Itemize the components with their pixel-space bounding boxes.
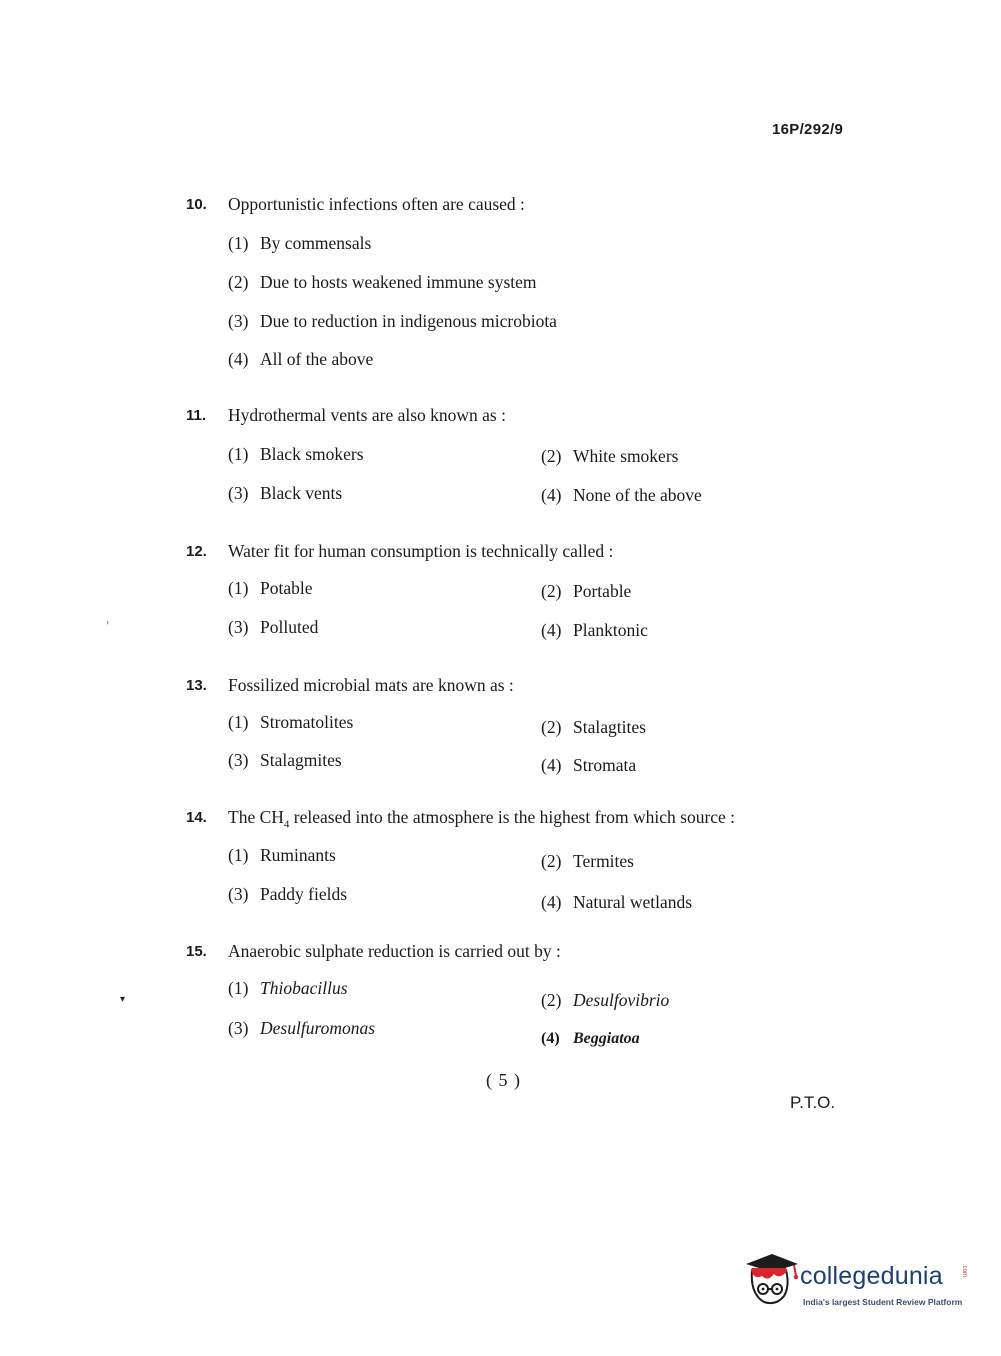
question-number: 12. (186, 543, 207, 560)
option-3 (228, 310, 557, 332)
option-number: (1) (228, 444, 249, 464)
scan-mark: › (106, 617, 110, 628)
option-number: (4) (228, 349, 249, 369)
paper-code: 16P/292/9 (772, 121, 844, 138)
option-number: (1) (228, 845, 249, 865)
option-4 (541, 1028, 640, 1050)
collegedunia-logo (742, 1250, 972, 1315)
option-3 (228, 1017, 375, 1039)
option-3 (228, 482, 342, 504)
option-number: (3) (228, 750, 249, 770)
option-number: (4) (541, 485, 562, 505)
option-number: (2) (541, 851, 562, 871)
option-number: (1) (228, 233, 249, 253)
option-2 (541, 716, 646, 738)
option-text: White smokers (573, 446, 679, 466)
option-text: Polluted (260, 617, 319, 637)
pto-label: P.T.O. (790, 1093, 836, 1112)
option-number: (2) (228, 272, 249, 292)
question-number: 14. (186, 809, 207, 826)
option-text: Portable (573, 581, 632, 601)
option-4 (228, 348, 373, 370)
question-text: Hydrothermal vents are also known as : (228, 405, 506, 425)
option-1 (228, 977, 348, 999)
option-text: Stromatolites (260, 712, 354, 732)
question-number: 11. (186, 407, 207, 424)
option-text: Planktonic (573, 620, 648, 640)
option-text: Black vents (260, 483, 343, 503)
option-1 (228, 232, 371, 254)
option-2 (541, 445, 678, 467)
option-number: (3) (228, 311, 249, 331)
question-12 (186, 540, 826, 640)
option-text: Termites (573, 851, 634, 871)
option-number: (1) (228, 712, 249, 732)
option-text: Desulfovibrio (573, 990, 670, 1010)
option-3 (228, 616, 318, 638)
option-1 (228, 711, 353, 733)
option-number: (1) (228, 978, 249, 998)
mascot-icon (742, 1250, 800, 1310)
option-text: Black smokers (260, 444, 364, 464)
option-4 (541, 484, 702, 506)
option-number: (4) (541, 1030, 560, 1047)
option-number: (4) (541, 620, 562, 640)
question-11 (186, 404, 826, 505)
question-text-start: The CH (228, 807, 284, 827)
option-4 (541, 891, 692, 913)
option-1 (228, 844, 336, 866)
question-text: Anaerobic sulphate reduction is carried out by : (228, 941, 561, 961)
option-text: Beggiatoa (573, 1030, 640, 1047)
question-text (228, 806, 735, 836)
option-4 (541, 754, 636, 776)
option-1 (228, 443, 364, 465)
option-text: Stromata (573, 755, 637, 775)
option-number: (2) (541, 990, 562, 1010)
subscript: 4 (283, 818, 290, 831)
question-text: Water fit for human consumption is technically called : (228, 541, 614, 561)
option-2 (228, 271, 537, 293)
question-text: Fossilized microbial mats are known as : (228, 675, 514, 695)
option-number: (3) (228, 617, 249, 637)
option-text: Natural wetlands (573, 892, 693, 912)
option-text: Desulfuromonas (260, 1018, 376, 1038)
question-number: 13. (186, 677, 207, 694)
option-text: Potable (260, 578, 313, 598)
option-number: (3) (228, 1018, 249, 1038)
question-14 (186, 806, 826, 912)
option-4 (541, 619, 648, 641)
scan-mark: ▾ (120, 994, 126, 1005)
question-15 (186, 940, 826, 1047)
question-10 (186, 193, 826, 369)
option-text: Thiobacillus (260, 978, 348, 998)
option-1 (228, 577, 313, 599)
question-text-end: released into the atmosphere is the highest from which source : (289, 807, 736, 827)
option-2 (541, 850, 634, 872)
option-text: None of the above (573, 485, 702, 505)
question-number: 15. (186, 943, 207, 960)
option-text: Ruminants (260, 845, 336, 865)
option-text: Due to reduction in indigenous microbiota (260, 311, 557, 331)
option-text: All of the above (260, 349, 374, 369)
option-2 (541, 580, 631, 602)
option-2 (541, 989, 669, 1011)
option-3 (228, 749, 342, 771)
option-number: (3) (228, 884, 249, 904)
option-number: (4) (541, 892, 562, 912)
logo-wordmark: collegedunia (800, 1262, 943, 1290)
option-number: (1) (228, 578, 249, 598)
question-13 (186, 674, 826, 775)
option-number: (3) (228, 483, 249, 503)
option-text: Paddy fields (260, 884, 348, 904)
logo-suffix: .com (961, 1264, 967, 1278)
option-number: (2) (541, 446, 562, 466)
option-text: Stalagtites (573, 717, 646, 737)
option-number: (2) (541, 581, 562, 601)
question-text: Opportunistic infections often are caused : (228, 194, 525, 214)
option-number: (4) (541, 755, 562, 775)
option-text: By commensals (260, 233, 372, 253)
option-text: Due to hosts weakened immune system (260, 272, 537, 292)
option-3 (228, 883, 347, 905)
logo-tagline: India's largest Student Review Platform (803, 1297, 963, 1307)
page-number: ( 5 ) (486, 1070, 521, 1090)
question-number: 10. (186, 196, 207, 213)
option-number: (2) (541, 717, 562, 737)
option-text: Stalagmites (260, 750, 342, 770)
